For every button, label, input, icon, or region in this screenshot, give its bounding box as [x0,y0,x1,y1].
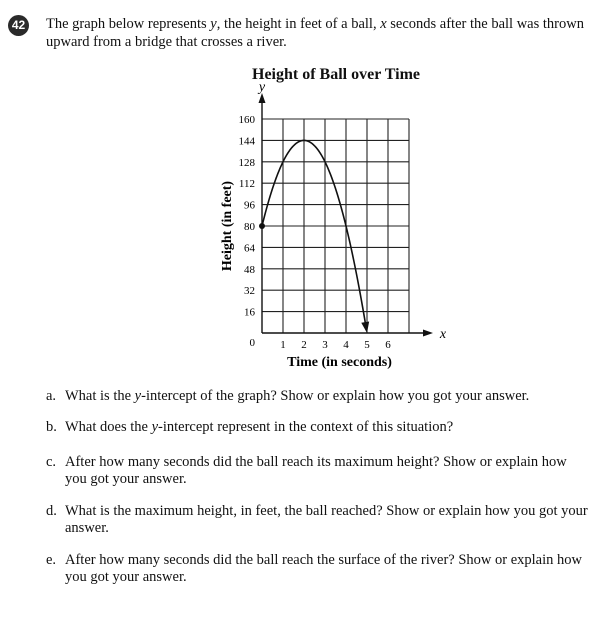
x-tick-label: 6 [385,339,391,351]
trajectory-curve [262,140,366,327]
y-tick-label: 80 [244,221,255,233]
y-tick-label: 64 [244,242,255,255]
y-tick-label: 128 [238,156,255,169]
intro-text: The graph below represents [46,16,211,32]
intro-var-y: y [210,16,217,32]
x-tick-label: 1 [280,339,286,351]
y-tick-label: 144 [238,135,255,148]
question-text: After how many seconds did the ball reach its maximum height? Show or explain how you got your answer. [65,454,567,487]
question-c [46,454,598,488]
y-tick-label: 16 [244,306,255,319]
question-letter: c. [46,454,57,470]
question-letter: e. [46,552,57,568]
x-axis-arrow [423,330,433,337]
question-list [46,388,598,600]
x-axis-variable: x [439,327,447,342]
end-point-arrow [361,322,369,334]
x-axis-label: Time (in seconds) [287,355,392,370]
intro-var-x: x [380,16,387,32]
start-point [259,223,265,229]
y-tick-label: 160 [238,114,255,126]
question-text: After how many seconds did the ball reach the surface of the river? Show or explain how you got your answer. [65,552,582,585]
question-letter: a. [46,388,57,404]
question-text: What is the y-intercept of the graph? Show or explain how you got your answer. [65,388,530,404]
x-tick-label: 3 [322,339,328,351]
y-tick-label: 48 [244,263,255,276]
question-letter: d. [46,503,57,519]
y-tick-label: 32 [244,285,255,298]
question-text: What is the maximum height, in feet, the ball reached? Show or explain how you got your answer. [65,503,588,536]
y-axis-label: Height (in feet) [220,180,235,272]
question-text: What does the y-intercept represent in the context of this situation? [65,419,454,435]
question-e [46,552,598,586]
origin-label: 0 [249,337,255,349]
y-tick-label: 96 [244,199,255,212]
intro-text: seconds after the ball was thrown upward from a bridge that crosses a river. [46,16,584,50]
y-tick-label: 112 [238,178,255,191]
question-b [46,419,598,436]
intro-text: , the height in feet of a ball, [216,16,381,32]
y-axis-variable: y [258,80,266,95]
question-letter: b. [46,419,57,435]
question-d [46,503,598,537]
x-tick-label: 2 [301,339,307,351]
x-tick-label: 4 [343,339,349,351]
question-number-badge: 42 [8,15,29,36]
chart-title: Height of Ball over Time [252,66,420,83]
question-a [46,388,598,405]
x-tick-label: 5 [364,339,370,351]
